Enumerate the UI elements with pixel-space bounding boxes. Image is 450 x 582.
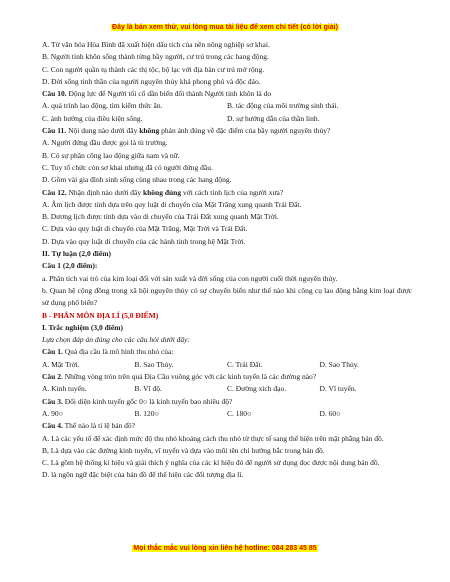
answer-option: C. Là gồm hệ thống kí hiệu và giải thích ý nghĩa của các kí hiệu đó để người sử dụng đọc được nội dung bản đồ. [42, 458, 380, 468]
answer-option: D. 60○ [319, 408, 341, 418]
question-label: Câu 12. [42, 187, 67, 197]
options-row [42, 113, 412, 125]
answer-option: D. Vĩ tuyến. [319, 384, 357, 394]
answer-option: A. Âm lịch được tính dựa trên quy luật di chuyển của Mặt Trăng xung quanh Trái Đất. [42, 199, 302, 209]
answer-option: D. sự hướng dẫn của thần linh. [227, 113, 320, 123]
question-label: Câu 3. [42, 396, 63, 406]
answer-option: B. Dương lịch được tính dựa vào di chuyển của Trái Đất xung quanh Mặt Trời. [42, 212, 279, 222]
answer-option: A. 90○ [42, 408, 64, 418]
question-label: Câu 1. [42, 347, 63, 357]
answer-option: A. Từ văn hóa Hòa Bình đã xuất hiện dấu tích của nền nông nghiệp sơ khai. [42, 40, 270, 49]
answer-option: C. ảnh hưởng của điều kiện sống. [42, 113, 143, 123]
question-label: Câu 11. [42, 126, 67, 136]
answer-option: C. Dựa vào quy luật di chuyển của Mặt Trăng, Mặt Trời và Trái Đất. [42, 224, 248, 234]
question-label: Câu 1 (2,0 điểm): [42, 261, 98, 271]
subject-heading: B - PHÂN MÔN ĐỊA LÍ (5,0 ĐIỂM) [42, 310, 159, 320]
preview-notice-text: Đây là bản xem thử, vui lòng mua tài liệu để xem chi tiết (có lời giải) [112, 24, 338, 31]
question-text: phản ánh đúng về đặc điểm của bầy người nguyên thủy? [159, 126, 331, 136]
answer-option: B. Vĩ độ. [134, 384, 162, 394]
question-text: Đối diện kinh tuyến gốc 0○ là kinh tuyến bao nhiêu độ? [62, 396, 233, 406]
hotline-banner [0, 545, 450, 552]
answer-option: B. tác động của môi trường sinh thái. [227, 101, 339, 111]
question-emphasis: không đúng [142, 187, 182, 197]
geo-question-1 [42, 346, 412, 358]
answer-option: C. Trái Đất. [227, 359, 263, 369]
answer-option: B. Người tinh khôn sống thành từng bầy người, cư trú trong các hang động. [42, 52, 269, 62]
question-text: Động lực để Người tối cổ dần biến đổi thành Người tinh khôn là do [66, 89, 272, 99]
question-text: Nhận định nào dưới đây [66, 187, 143, 197]
question-11 [42, 125, 412, 137]
answer-option: C. Tuy tổ chức còn sơ khai nhưng đã có người đứng đầu. [42, 162, 213, 172]
question-10 [42, 88, 412, 100]
answer-option: A. Kinh tuyến. [42, 384, 87, 394]
options-row [42, 100, 412, 112]
answer-option: D. Gồm vài gia đình sinh sống cùng nhau trong các hang động. [42, 175, 232, 185]
essay-part-a: a. Phân tích vai trò của kim loại đối với sản xuất và đời sống của con người cuối thời nguyên thủy. [42, 273, 338, 283]
answer-option: A. Mặt Trời. [42, 359, 80, 369]
instruction-text: Lựa chọn đáp án đúng cho các câu hỏi dưới đây: [42, 335, 190, 345]
question-text: . Những vòng tròn trên quả Địa Cầu vuông góc với các kinh tuyến là các đường nào? [60, 372, 317, 382]
answer-option: C. Con người quần tụ thành các thị tộc, bộ lạc với địa bàn cư trú mở rộng. [42, 64, 265, 74]
question-label: Câu 10. [42, 89, 67, 99]
section-heading: I. Trắc nghiệm (3,0 điểm) [42, 322, 123, 332]
geo-question-2 [42, 371, 412, 383]
essay-part-b: b. Quan hệ cộng đồng trong xã hội nguyên thủy có sự chuyển biến như thế nào khi công cụ lao động bằng kim loại được sử dụng phổ biến? [42, 285, 412, 308]
question-12 [42, 187, 412, 199]
document-body [42, 39, 412, 482]
preview-notice-banner [0, 24, 450, 31]
answer-option: B. 120○ [134, 408, 160, 418]
options-row [42, 359, 412, 371]
answer-option: D. Dựa vào quy luật di chuyển của các hành tinh trong hệ Mặt Trời. [42, 236, 246, 246]
answer-option: D. Sao Thủy. [319, 359, 359, 369]
answer-option: B, Là dựa vào các đường kinh tuyến, vĩ tuyến và dựa vào mũi tên chỉ hướng bắc trong bản đồ. [42, 445, 325, 455]
question-text: Quả địa cầu là mô hình thu nhỏ của: [62, 347, 174, 357]
answer-option: D. là ngôn ngữ đặc biệt của bản đồ để thể hiện các đối tượng địa lí. [42, 470, 244, 480]
answer-option: A. Là các yếu tố để xác định mức độ thu nhỏ khoảng cách thu nhỏ từ thực tế sang thể hiện trên mặt phẳng bản đồ. [42, 433, 384, 443]
question-emphasis: không [139, 126, 160, 136]
question-label: Câu 2 [42, 372, 61, 382]
geo-question-3 [42, 396, 412, 408]
options-row [42, 383, 412, 395]
question-text: Nội dung nào dưới đây [66, 126, 140, 136]
answer-option: A. Người đứng đầu được gọi là tù trưởng. [42, 138, 168, 148]
section-heading: II. Tự luận (2,0 điểm) [42, 249, 111, 259]
answer-option: B. Sao Thủy. [134, 359, 174, 369]
question-text: với cách tính lịch của người xưa? [181, 187, 284, 197]
answer-option: D. Đời sống tinh thần của người nguyên thủy khá phong phú và độc đáo. [42, 76, 261, 86]
answer-option: C. 180○ [227, 408, 252, 418]
question-text: Thế nào là tỉ lệ bản đồ? [62, 421, 135, 431]
answer-option: A. quá trình lao động, tìm kiếm thức ăn. [42, 101, 163, 111]
hotline-text: Mọi thắc mắc vui lòng xin liên hệ hotline: 084 283 45 85 [133, 545, 317, 552]
answer-option: B. Có sự phân công lao động giữa nam và nữ. [42, 150, 180, 160]
options-row [42, 408, 412, 420]
geo-question-4 [42, 420, 412, 432]
answer-option: C. Đường xích đạo. [227, 384, 287, 394]
question-label: Câu 4. [42, 421, 63, 431]
